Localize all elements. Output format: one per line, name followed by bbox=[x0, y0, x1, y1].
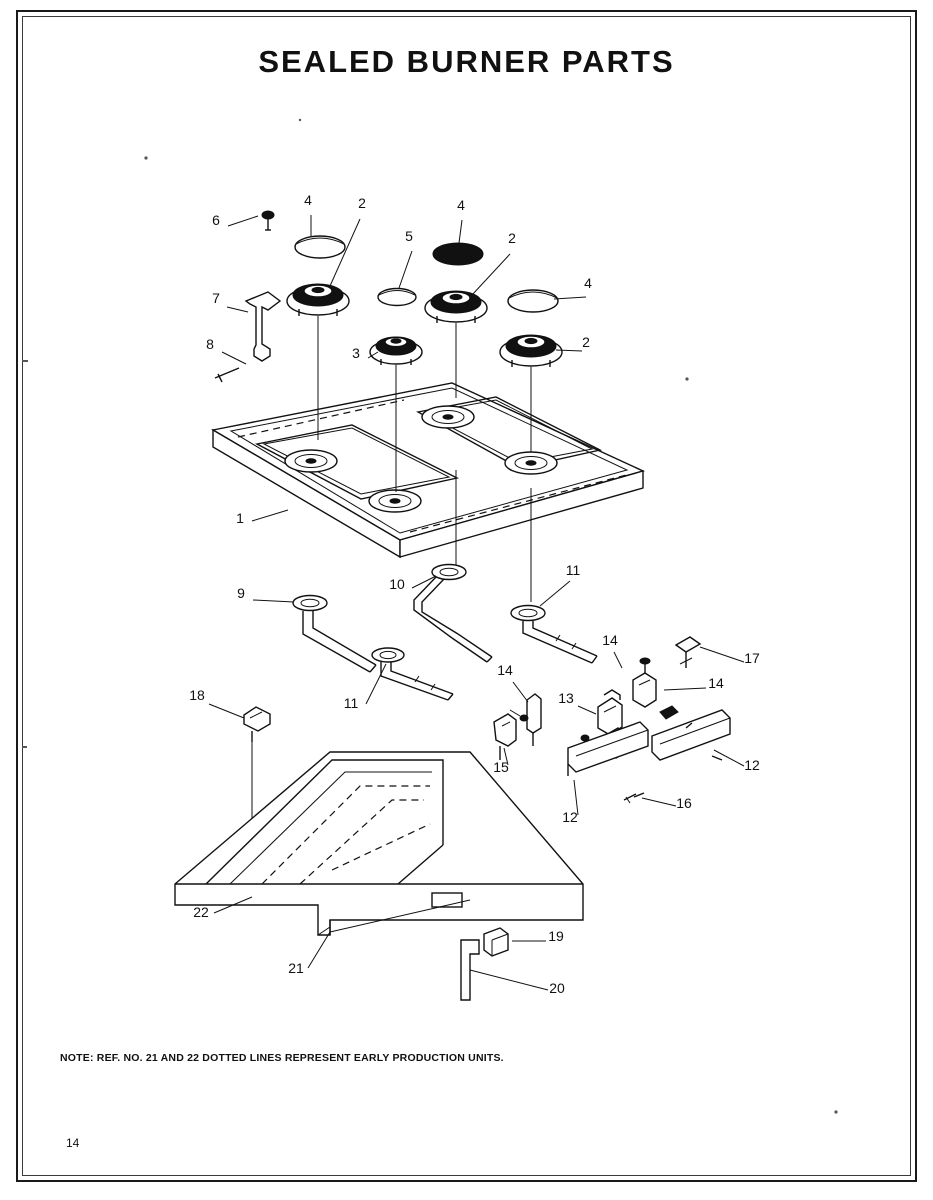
burner-valve-assembly-9 bbox=[293, 596, 376, 673]
callout-11b: 11 bbox=[343, 695, 359, 711]
callout-19: 19 bbox=[548, 928, 564, 944]
callout-22: 22 bbox=[193, 904, 209, 920]
burner-valve-assembly-10 bbox=[414, 565, 492, 663]
callout-2c: 2 bbox=[582, 334, 590, 350]
callout-14b: 14 bbox=[708, 675, 724, 691]
callout-10: 10 bbox=[389, 576, 405, 592]
igniter-electrode-14-left bbox=[510, 694, 541, 746]
igniter-electrode-14-right bbox=[633, 658, 656, 707]
callout-9: 9 bbox=[237, 585, 245, 601]
callout-4a: 4 bbox=[304, 192, 312, 208]
burner-valve-assembly-11-left bbox=[372, 648, 453, 700]
burner-head-small bbox=[370, 337, 422, 365]
bracket-18 bbox=[244, 707, 270, 742]
callout-7: 7 bbox=[212, 290, 220, 306]
burner-cap-group-right bbox=[508, 290, 558, 312]
callout-15: 15 bbox=[493, 759, 509, 775]
callout-1: 1 bbox=[236, 510, 244, 526]
burner-head-center bbox=[425, 291, 487, 323]
production-note: NOTE: REF. NO. 21 AND 22 DOTTED LINES REPRESENT EARLY PRODUCTION UNITS. bbox=[60, 1052, 504, 1064]
callout-20: 20 bbox=[549, 980, 565, 996]
callout-2a: 2 bbox=[358, 195, 366, 211]
page-number: 14 bbox=[66, 1136, 80, 1150]
clip-part-19 bbox=[484, 928, 508, 956]
callout-4c: 4 bbox=[584, 275, 592, 291]
callout-13: 13 bbox=[558, 690, 574, 706]
callout-3: 3 bbox=[352, 345, 360, 361]
screw-item-6 bbox=[262, 211, 274, 230]
burner-valve-assembly-11-right bbox=[511, 606, 597, 664]
callout-17: 17 bbox=[744, 650, 760, 666]
cooktop-panel bbox=[213, 383, 643, 557]
callout-18: 18 bbox=[189, 687, 205, 703]
manifold-rail-left-12 bbox=[568, 722, 648, 797]
callout-14a: 14 bbox=[602, 632, 618, 648]
callout-6: 6 bbox=[212, 212, 220, 228]
burner-head-right bbox=[500, 335, 562, 367]
burner-head-left bbox=[287, 284, 349, 316]
callout-4b: 4 bbox=[457, 197, 465, 213]
callout-21: 21 bbox=[288, 960, 304, 976]
callout-8: 8 bbox=[206, 336, 214, 352]
callout-5: 5 bbox=[405, 228, 413, 244]
page-title: SEALED BURNER PARTS bbox=[258, 44, 675, 79]
burner-cap-group-left bbox=[295, 236, 345, 258]
burner-cap-group-center bbox=[433, 243, 483, 265]
fastener-16 bbox=[624, 794, 636, 803]
callout-16: 16 bbox=[676, 795, 692, 811]
callout-2b: 2 bbox=[508, 230, 516, 246]
callout-12a: 12 bbox=[744, 757, 760, 773]
callout-12b: 12 bbox=[562, 809, 578, 825]
screw-item-8 bbox=[215, 368, 239, 382]
bracket-item-7 bbox=[246, 292, 280, 361]
callout-11a: 11 bbox=[565, 562, 581, 578]
burner-cap-small bbox=[378, 289, 416, 306]
igniter-electrode-17 bbox=[676, 637, 700, 668]
oven-base-panel bbox=[175, 752, 583, 935]
callout-14c: 14 bbox=[497, 662, 513, 678]
